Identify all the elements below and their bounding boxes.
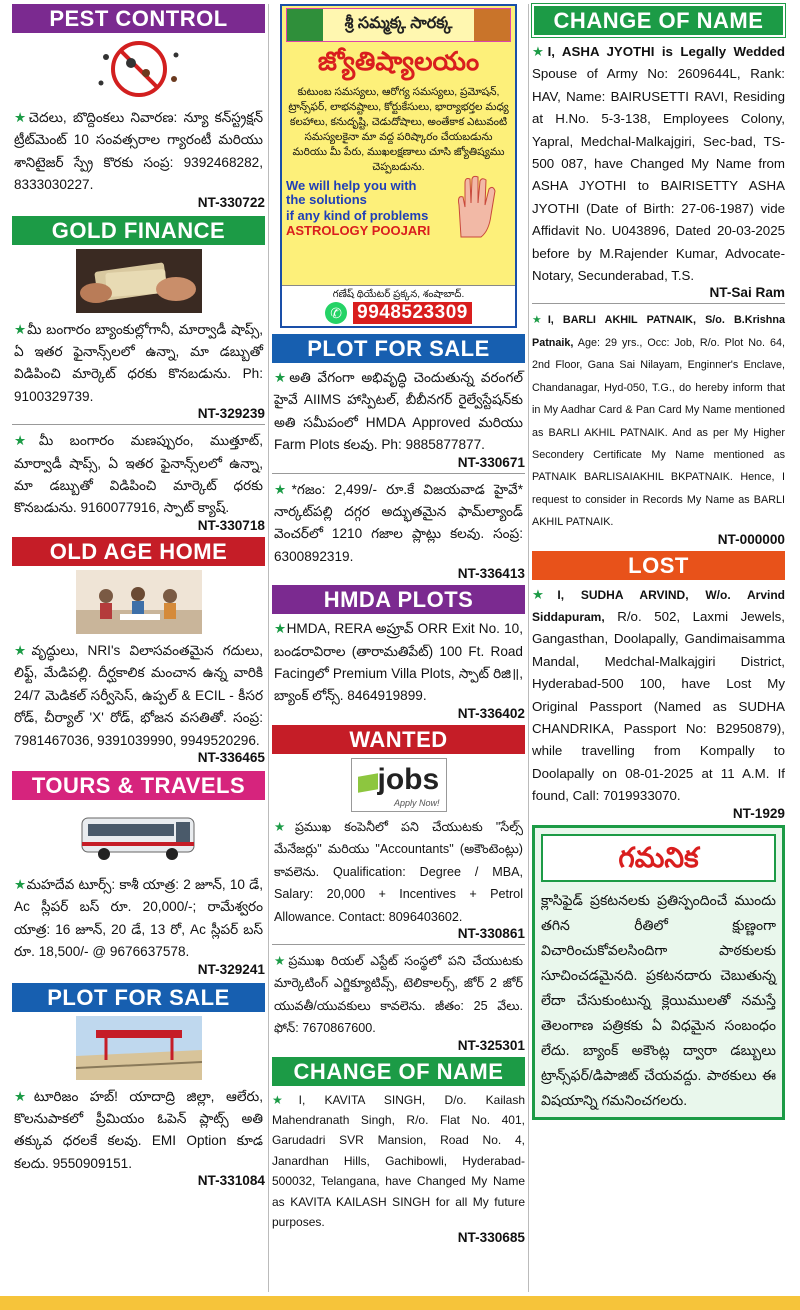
ad-ref: NT-325301 (457, 1037, 525, 1053)
divider (12, 424, 265, 425)
astrology-title: జ్యోతిష్యాలయం (317, 46, 480, 76)
ad-ref: NT-330722 (197, 194, 265, 210)
section-header-change-of-name: CHANGE OF NAME (532, 4, 785, 37)
ad-ref: NT-331084 (197, 1173, 265, 1189)
star-icon: ★ (274, 819, 295, 834)
star-icon: ★ (14, 110, 29, 125)
ad-ref: NT-329239 (197, 406, 265, 422)
plot-ad-1 (272, 367, 525, 457)
change-of-name-text: Spouse of Army No: 2609644L, Rank: HAV, Name: BAIRUSETTI RAVI, Residing at H.No. 5-3-138, Employees Colony, Yapral, Medchal-Malkajgiri, Sec-bad, TS-500 087, have Changed My Name from ASHA JYOTHI to BAIRISETTY ASHA JYOTHI (Date of Birth: 27-06-1987) vide Affidavit No. U043896, Dated 20-03-2025 before by M.Rajender Kumar, Advocate-Notary, Secunderabad, T.S. (532, 66, 785, 284)
ad-ref: NT-336402 (457, 705, 525, 721)
pest-ad-text: చెదలు, బొద్దింకలు నివారణ: న్యూ కన్‌స్ట్రక్షన్ ట్రీట్‌మెంట్ 10 సంవత్సరాల గ్యారంటీ మరియు శానిటైజర్ స్ప్రే కొరకు సంప్ర: 9392468282, 8333030227. (14, 110, 263, 193)
plot-ad-2 (272, 479, 525, 569)
pest-image (76, 37, 202, 101)
section-header-tours-travels: TOURS & TRAVELS (12, 771, 265, 800)
ad-ref: NT-Sai Ram (709, 285, 785, 301)
ad-ref: NT-329241 (197, 961, 265, 977)
lost-lead: I, SUDHA ARVIND, W/o. Arvind Siddapuram, (532, 587, 785, 624)
section-header-pest-control: PEST CONTROL (12, 4, 265, 33)
change-of-name-text-2: Age: 29 yrs., Occ: Job, R/o. Plot No. 64, 2nd Floor, Gana Sai Nilayam, Enginner's Enclave, Chandanagar, Hyd-050, T.G., do hereby inform that in My Aadhar Card & Pan Card My Name mentioned as BARLI AKHIL PATNAIK. And as per My Higher Secondery Certificate My Name mentioned as PATNAIK BARLISAIAKHIL BKPATNAIK. Hence, I request to consider in Records My Name as BARLI AKHIL PATNAIK. (532, 336, 786, 529)
astrology-ad (280, 4, 517, 328)
pest-ad (12, 107, 265, 197)
briefcase-icon (358, 773, 378, 793)
plot-ad (12, 1086, 265, 1176)
section-header-gold-finance: GOLD FINANCE (12, 216, 265, 245)
ad-ref: NT-330861 (457, 925, 525, 941)
wanted-ad-2 (272, 950, 525, 1040)
star-icon: ★ (274, 481, 292, 497)
section-header-plot-for-sale: PLOT FOR SALE (272, 334, 525, 363)
change-of-name-lead-2: I, BARLI AKHIL PATNAIK, S/o. B.Krishna Patnaik, (532, 314, 785, 349)
gold-ad-1 (12, 319, 265, 409)
old-age-home-image (76, 570, 202, 634)
lost-ad (532, 584, 785, 808)
star-icon: ★ (14, 321, 28, 337)
change-of-name-ad (272, 1090, 525, 1233)
hmda-ad (272, 618, 525, 708)
notice-body: క్లాసిఫైడ్ ప్రకటనలకు ప్రతిస్పందించే ముందు తగిన రీతిలో క్షుణ్ణంగా విచారించుకోవలసిందిగా పాఠకులకు సూచించడమైనది. ప్రకటనదారు చెబుతున్న లేదా చేసుకుంటున్న క్లెయిములతో నమస్తే తెలంగాణ పత్రికకు ఏ విధమైన సంబంధం లేదు. బ్యాంక్ అకౌంట్ల ద్వారా డబ్బులు ట్రాన్స్‌ఫర్/డిపాజిట్ చేయవద్దు. పాఠకులు ఈ విషయాన్ని గమనించగలరు. (541, 891, 776, 1108)
tours-ad-text: మహదేవ టూర్స్: కాశీ యాత్ర: 2 జూన్, 10 డే, Ac స్లీపర్ బస్ రూ. 20,000/-; రామేశ్వరం యాత్ర: 16 జూన్, 20 డే, 13 రో, Ac స్లీపర్ బస్ రూ. 18,500/- @ 9676637578. (14, 876, 264, 960)
ad-ref: NT-336465 (197, 749, 265, 765)
jobs-logo-apply: Apply Now! (393, 797, 440, 808)
section-header-plot-for-sale: PLOT FOR SALE (12, 983, 265, 1012)
gold-ad-2 (12, 430, 265, 520)
old-age-ad (12, 640, 265, 752)
tours-ad (12, 874, 265, 964)
star-icon: ★ (14, 876, 27, 892)
notice-box (532, 825, 785, 1120)
divider (272, 944, 525, 945)
ad-ref: NT-000000 (717, 531, 785, 547)
column-3 (532, 4, 785, 1120)
plot-ad-2-text: *గజం: 2,499/- రూ.కే విజయవాడ హైవే* నార్కట్‌పల్లి దగ్గర అద్భుతమైన ఫామ్‌ల్యాండ్ వెంచర్‌లో 1210 గజాల ప్లాట్లు కలవు. సంప్ర: 6300892319. (274, 481, 524, 564)
old-age-ad-text: వృద్ధులు, NRI's విలాసవంతమైన గదులు, లిఫ్ట్, మేడిపల్లి. దీర్ఘకాలిక మంచాన ఉన్న వారికి 24/7 మెడికల్ సర్వీసెస్, ఉప్పల్ & ECIL - కీసర రోడ్, చీర్యాల్ 'X' రోడ్, భోజన వసతితో. సంప్ర: 7981467036, 9391039990, 9949520296. (14, 642, 264, 748)
jobs-logo-text: jobs (377, 762, 440, 796)
plot-ad-text: టూరిజం హబ్! యాదాద్రి జిల్లా, ఆలేరు, కొలనుపాకలో ప్రీమియం ఓపెన్ ప్లాట్స్ అతి తక్కువ ధరలకే కలవు. EMI Option కూడ కలదు. 9550909151. (14, 1088, 263, 1171)
astrology-footer (282, 285, 515, 326)
gold-ad-1-text: మీ బంగారం బ్యాంకుల్లోగానీ, మార్వాడీ షాప్స్, ఏ ఇతర ఫైనాన్స్‌లలో ఉన్నా, మా డబ్బుతో విడిపించి మార్కెట్ ధరకు కొనబడును. Ph: 9100329739. (14, 321, 263, 404)
bottom-strip (0, 1296, 800, 1310)
ad-ref: NT-330671 (457, 454, 525, 470)
astrology-header (286, 8, 511, 42)
section-header-wanted: WANTED (272, 725, 525, 754)
star-icon: ★ (274, 621, 287, 637)
star-icon: ★ (272, 1092, 299, 1107)
deity-icon (474, 9, 510, 41)
plot-ad-1-text: అతి వేగంగా అభివృద్ధి చెందుతున్న వరంగల్ హైవే AIIMS హాస్పిటల్, బీబీనగర్ రైల్వేస్టేషన్‌కు అతి సమీపంలో HMDA Approved మరియు Farm Plots కలవు. Ph: 9885877877. (274, 370, 524, 453)
star-icon: ★ (274, 370, 290, 385)
section-header-lost: LOST (532, 551, 785, 580)
section-header-hmda-plots: HMDA PLOTS (272, 585, 525, 614)
hmda-ad-text: HMDA, RERA అప్రూవ్ ORR Exit No. 10, బండరావిరాల (తారామతిపేట్) 100 Ft. Road Facingలో Premium Villa Plots, స్పాట్ రిజి॥, బ్యాంక్ లోన్స్. 8464919899. (274, 621, 524, 704)
astrology-phone: 9948523309 (353, 302, 472, 324)
lost-text: R/o. 502, Laxmi Jewels, Gangasthan, Doolapally, Gandimaisamma Mandal, Medchal-Malkajgiri District, Hyderabad-500 100, have Lost My Original Passport (Named as SUDHA CHANDRIKA, Passport No: B2950879), while travelling from Kompally to Doolapally on 08-01-2025 at 11 A.M. If found, Call: 7019933070. (532, 608, 785, 804)
astrology-address: గణేష్ థియేటర్ ప్రక్కన, శంషాబాద్. (332, 289, 465, 300)
astrology-body: కుటుంబ సమస్యలు, ఆరోగ్య సమస్యలు, ప్రమోషన్, ట్రాన్స్‌ఫర్, లాభనష్టాలు, కోర్టుకేసులు, భార్యాభర్తల మధ్య కలహాలు, కనుదృష్టి, చెడుదోషాలు, అంతేకాక ఎటువంటి సమస్యలకైనా మా వద్ద పరిష్కారం చేయబడును మరియు మీ పేరు, ముఖలక్షణాలు చూసి జ్యోతిష్యము చెప్పబడును. (288, 86, 509, 173)
section-header-old-age-home: OLD AGE HOME (12, 537, 265, 566)
astrology-name: శ్రీ సమ్మక్క సారక్క (344, 15, 453, 32)
gold-finance-image (76, 249, 202, 313)
star-icon: ★ (274, 953, 289, 968)
bus-image (76, 804, 202, 868)
column-2 (272, 4, 525, 1245)
astrology-poojari: ASTROLOGY POOJARI (286, 223, 431, 238)
star-icon: ★ (532, 586, 558, 602)
change-of-name-ad-1 (532, 41, 785, 287)
change-of-name-text: I, KAVITA SINGH, D/o. Kailash Mahendranath Singh, R/o. Flat No. 401, Garudadri SVR Mansion, Road No. 4, Janardhan Hills, Gachibowli, Hyderabad-500032, Telangana, have Changed My Name as KAVITA KAILASH SINGH for all My future purposes. (272, 1092, 525, 1229)
ad-ref: NT-330718 (197, 517, 265, 533)
astrology-tagline-1: We will help you with the solutions (286, 178, 417, 207)
whatsapp-icon: ✆ (325, 302, 347, 324)
change-of-name-ad-2 (532, 309, 785, 533)
plot-image (76, 1016, 202, 1080)
star-icon: ★ (14, 433, 39, 449)
ad-ref: NT-1929 (732, 805, 785, 821)
divider (532, 303, 785, 304)
wanted-ad-1-text: ప్రముఖ కంపెనీలో పని చేయుటకు "సేల్స్ మేనేజర్లు" మరియు "Accountants" (అకౌంటెంట్లు) కావలెను. Qualification: Degree / MBA, Salary: 20,000 + Incentives + Petrol Allowance. Contact: 8096403602. (274, 819, 524, 924)
ad-ref: NT-330685 (457, 1230, 525, 1246)
jobs-logo (351, 758, 447, 812)
star-icon: ★ (14, 1088, 34, 1104)
change-of-name-lead: I, ASHA JYOTHI is Legally Wedded (547, 44, 785, 59)
wanted-ad-2-text: ప్రముఖ రియల్ ఎస్టేట్ సంస్థలో పని చేయుటకు మార్కెటింగ్ ఎగ్జిక్యూటివ్స్, టెలికాలర్స్, జోర్ 2 జోర్ యువతీ/యువకులు కావలెను. జీతం: 25 వేలు. ఫోన్: 7670867600. (274, 953, 523, 1036)
gold-ad-2-text: మీ బంగారం మణప్పురం, ముత్తూట్, మార్వాడీ షాప్స్, ఏ ఇతర ఫైనాన్స్‌లలో ఉన్నా, మా డబ్బుతో విడిపించి మార్కెట్ ధరకు కొనబడును. 9160077916, స్పాట్ క్యాష్. (14, 433, 263, 516)
palm-icon (447, 175, 507, 239)
astrology-tagline-2: if any kind of problems (286, 208, 429, 223)
ad-ref: NT-336413 (457, 566, 525, 582)
divider (272, 473, 525, 474)
section-header-change-of-name: CHANGE OF NAME (272, 1057, 525, 1086)
column-1 (12, 4, 265, 1188)
notice-title: గమనిక (541, 834, 776, 882)
star-icon: ★ (532, 44, 548, 59)
star-icon: ★ (14, 642, 32, 658)
deity-icon (287, 9, 323, 41)
wanted-ad-1 (272, 816, 525, 928)
star-icon: ★ (532, 314, 548, 327)
